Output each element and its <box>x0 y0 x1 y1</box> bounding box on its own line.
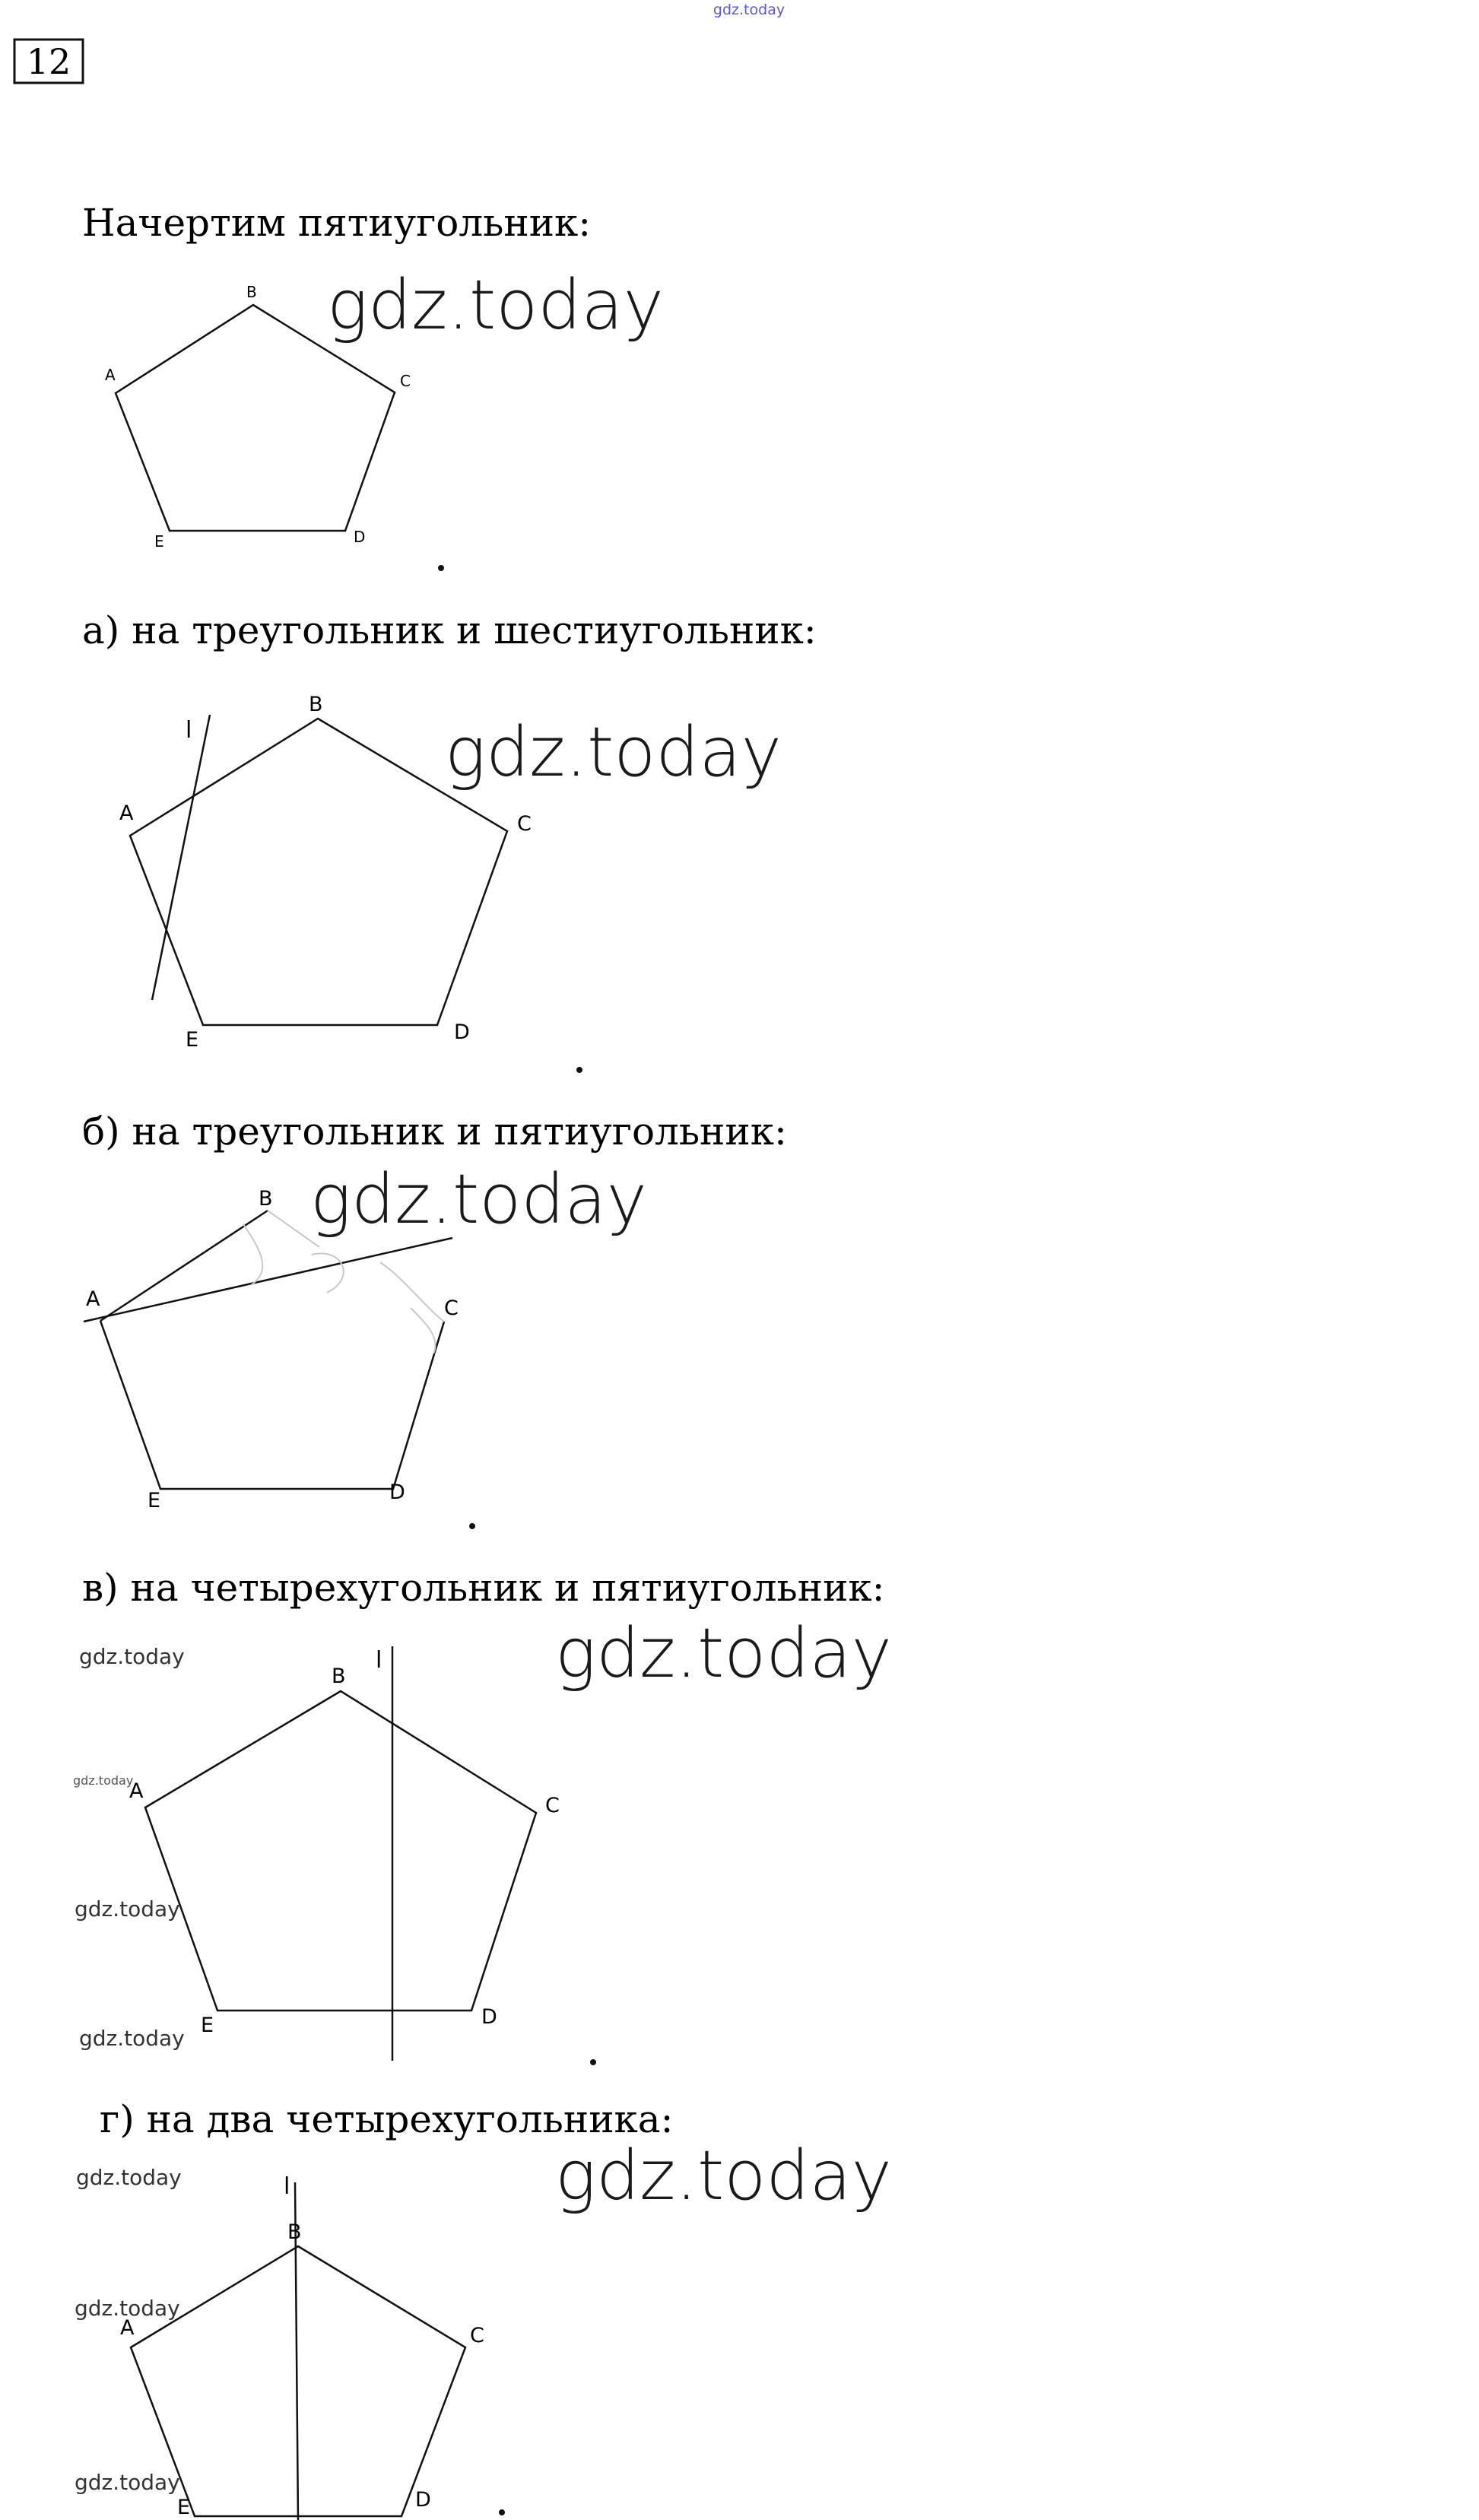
end-dot <box>499 2509 505 2515</box>
task-number: 12 <box>26 41 71 82</box>
vertex-label-c: C <box>470 2324 484 2347</box>
vertex-label-c: C <box>545 1794 560 1817</box>
watermark: gdz.today <box>310 1160 647 1239</box>
section-draw-pentagon <box>82 201 664 571</box>
pentagon-abcde <box>145 1691 536 2011</box>
vertex-label-b: B <box>259 1187 273 1211</box>
end-dot <box>438 565 444 571</box>
watermark-small: gdz.today <box>75 1896 180 1922</box>
pentagon-figure <box>129 1646 560 2061</box>
watermark-tiny: gdz.today <box>73 1773 134 1788</box>
cutting-line-l <box>152 715 210 1000</box>
triangle-ab-edge <box>100 1211 268 1321</box>
vertex-label-e: E <box>177 2496 191 2519</box>
vertex-label-a: A <box>105 366 116 384</box>
section-heading: Начертим пятиугольник: <box>82 201 592 245</box>
end-dot <box>576 1067 582 1073</box>
vertex-label-b: B <box>287 2220 302 2244</box>
line-label-l: l <box>186 717 192 744</box>
vertex-label-c: C <box>517 812 532 836</box>
section-heading: б) на треугольник и пятиугольник: <box>82 1109 787 1154</box>
vertex-label-d: D <box>481 2005 497 2029</box>
vertex-label-a: A <box>129 1779 144 1803</box>
vertex-label-d: D <box>415 2488 431 2512</box>
vertex-label-b: B <box>332 1665 346 1688</box>
watermark-small: gdz.today <box>75 2470 180 2495</box>
vertex-label-d: D <box>454 1020 470 1044</box>
watermark: gdz.today <box>445 713 782 792</box>
end-dot <box>590 2059 596 2065</box>
section-b-triangle-pentagon <box>82 1109 787 1529</box>
vertex-label-a: A <box>86 1287 100 1311</box>
vertex-label-c: C <box>444 1296 459 1320</box>
line-label-l: l <box>376 1647 382 1674</box>
end-dot <box>469 1523 475 1529</box>
section-heading: г) на два четырехугольника: <box>100 2097 674 2141</box>
pentagon-figure <box>120 2173 484 2520</box>
task-number-box <box>14 40 83 83</box>
vertex-label-a: A <box>119 801 134 825</box>
vertex-label-e: E <box>186 1028 199 1052</box>
watermark-small: gdz.today <box>75 2296 180 2321</box>
site-tag: gdz.today <box>713 2 786 18</box>
watermark-small: gdz.today <box>76 2165 182 2190</box>
pentagon-lower-part <box>100 1321 444 1489</box>
vertex-label-e: E <box>154 532 164 551</box>
line-label-l: l <box>284 2173 290 2200</box>
section-v-quadrilateral-pentagon <box>73 1566 892 2065</box>
cutting-line-ac <box>84 1238 452 1322</box>
watermark: gdz.today <box>555 2136 892 2216</box>
vertex-label-a: A <box>120 2316 135 2340</box>
vertex-label-b: B <box>246 283 257 301</box>
vertex-label-e: E <box>148 1489 161 1512</box>
vertex-label-c: C <box>400 372 411 390</box>
section-heading: а) на треугольник и шестиугольник: <box>82 608 817 652</box>
vertex-label-d: D <box>354 528 366 546</box>
section-a-triangle-hexagon <box>82 608 817 1073</box>
section-g-two-quadrilaterals <box>75 2097 892 2520</box>
watermark: gdz.today <box>555 1614 892 1693</box>
vertex-label-b: B <box>309 693 323 716</box>
watermark-small: gdz.today <box>79 2026 185 2051</box>
watermark: gdz.today <box>327 265 664 345</box>
vertex-label-e: E <box>201 2014 214 2037</box>
vertex-label-d: D <box>389 1481 405 1504</box>
watermark-small: gdz.today <box>79 1644 185 1669</box>
section-heading: в) на четырехугольник и пятиугольник: <box>82 1566 885 1610</box>
